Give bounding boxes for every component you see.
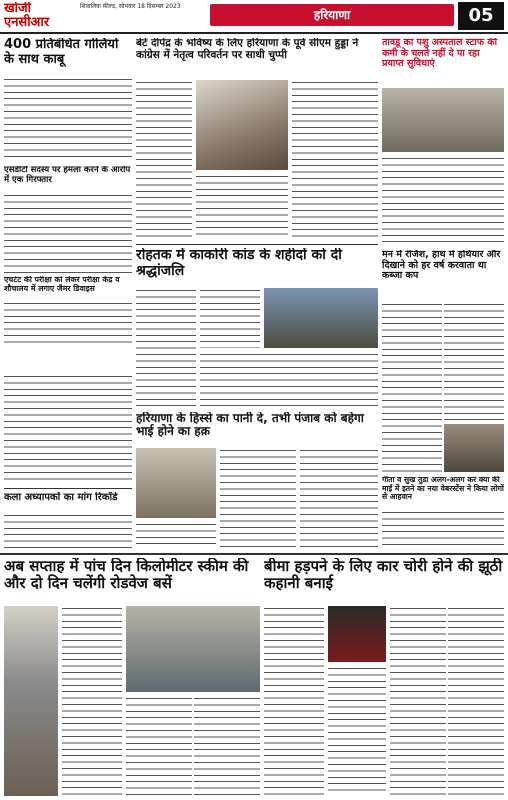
headline-rizta: मन में रंजिश, हाथ में हथियार और दिखाने को हर वर्ष करवाता था कब्जा कप [382,250,501,282]
date-line: शिवालिक फ़ील्ड, सोमवार 18 दिसम्बर 2023 [80,3,181,10]
headline-artists: कला अध्यापकों का मांग रिकॉर्ड [4,492,118,503]
page-number: 05 [458,2,504,30]
body-ex-cm-col2 [196,174,288,240]
section-title: हरियाणा [210,4,454,26]
subhead-bullets: एसडीटी सदस्य पर हमला करने के आरोप में एक गिरफ्तार [4,166,131,185]
body-exam-2 [4,374,132,484]
body-rizta-col1 [382,302,442,472]
photo-hospital [382,88,504,152]
headline-ex-cm: बेटे दीपेंद्र के भविष्य के लिए हरियाणा के पूर्व सीएम हुड्डा ने कांग्रेस में नेतृत्व परिवर्तन पर साधी चुप्पी [136,38,359,61]
divider [4,488,132,489]
body-attack [4,193,132,273]
logo-text: खोजी एनसीआर [4,2,50,28]
body-bullets [4,77,132,162]
body-kakori-col3 [200,352,378,408]
divider [136,244,378,245]
headline-exam: एचटेट की परीक्षा को लेकर परीक्षा केंद्र व शौचालय में लगाए जैमर डिवाइस [4,276,120,293]
photo-water [136,448,216,518]
body-hospital [382,156,504,246]
body-km-col3 [194,696,260,796]
headline-water: हरियाणा के हिस्से का पानी दे, तभी पंजाब को बहेगा भाई होने का हक़ [136,412,364,439]
body-kakori-col1 [136,288,196,408]
body-km-col1 [62,606,122,796]
body-ex-cm-col1 [136,80,192,240]
headline-bullets: 400 प्रतिबंधित गोलियों के साथ काबू [4,38,119,67]
photo-hooda [196,80,288,170]
body-ex-cm-col3 [292,80,378,240]
headline-km-scheme: अब सप्ताह में पांच दिन किलोमीटर स्कीम की और दो दिन चलेंगी रोडवेज बसें [4,558,249,592]
headline-hospital: तावडू का पशु अस्पताल स्टाफ की कमी के चलते नहीं दे पा रहा प्रयाप्त सुविधाएं [382,38,498,70]
body-ins-col2 [328,666,386,796]
body-ins-col4 [448,606,504,796]
photo-murder [328,606,386,662]
newspaper-logo [4,2,76,28]
photo-buses-depot [126,606,260,692]
body-water-col0 [136,522,216,548]
body-kakori-col2 [200,288,260,348]
photo-bus [4,606,58,796]
headline-kakori: रोहतक में काकोरी कांड के शहीदों को दी श्रद्धांजलि [136,248,342,279]
body-geeta [382,510,504,550]
body-water-col1 [220,448,296,548]
body-artists [4,513,132,551]
photo-rizta [444,424,504,472]
headline-insurance: बीमा हड़पने के लिए कार चोरी होने की झूठी कहानी बनाई [264,558,503,592]
body-ins-col1 [264,606,324,796]
photo-kakori [264,288,378,348]
headline-exam-2 [4,349,132,371]
body-km-col2 [126,696,192,796]
divider [0,553,508,555]
body-rizta-col2 [444,302,504,422]
body-ins-col3 [390,606,446,796]
body-water-col2 [300,448,378,548]
body-exam [4,301,132,345]
headline-geeta: गीता व सुख तुडा अलग-अलग कर क्या की माईं में इतने का नया वेबरस्टेंस ने किया लोगों से आहवान [382,476,504,501]
